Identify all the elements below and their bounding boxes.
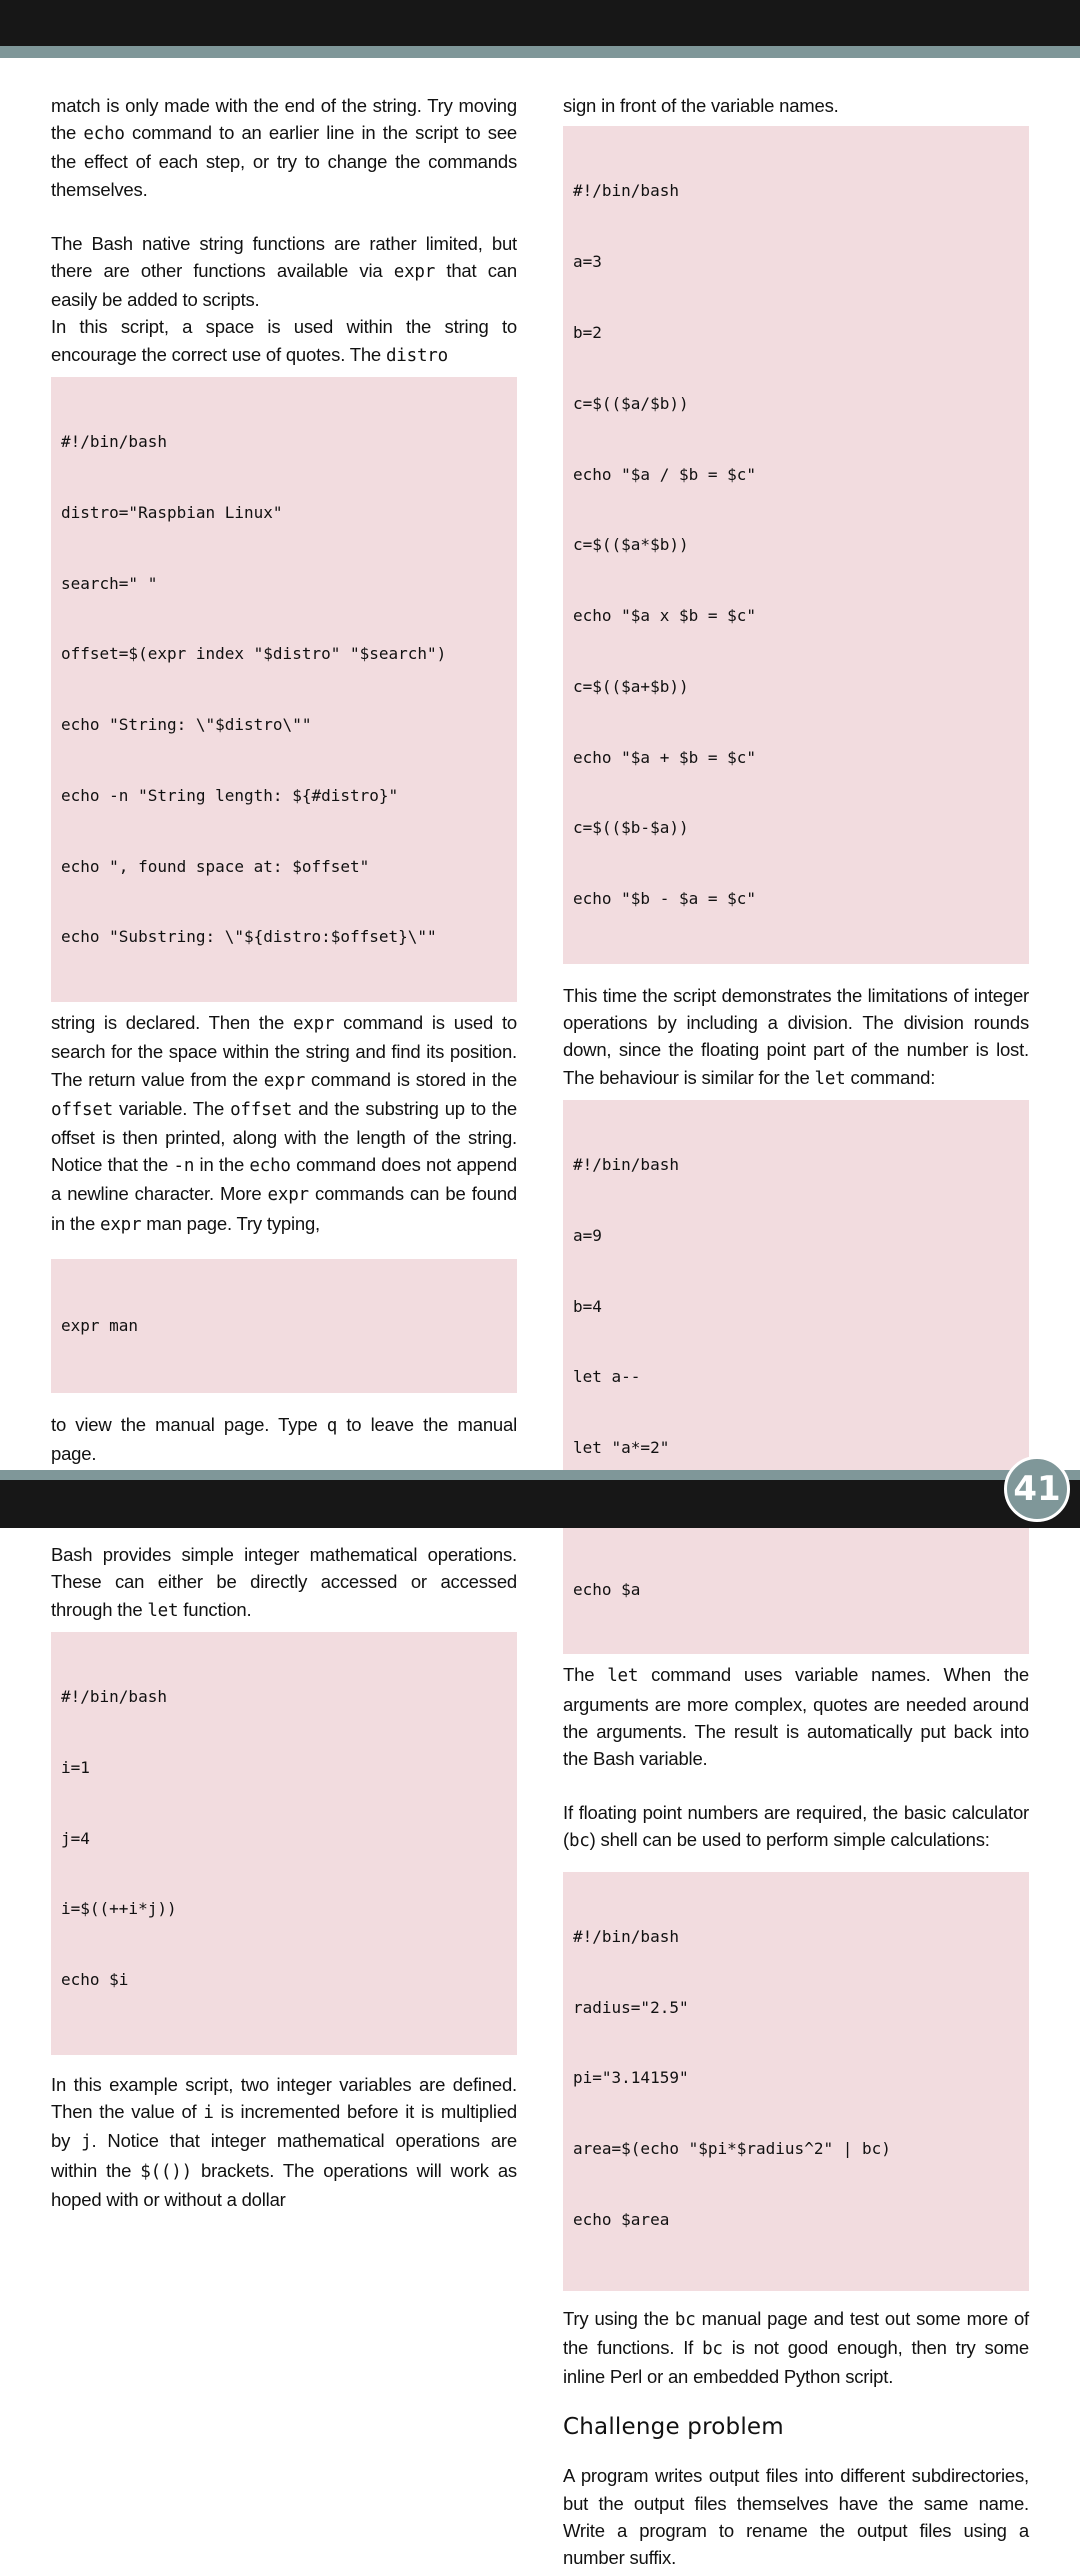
paragraph: If floating point numbers are required, the basic calculator (bc) shell can be used to perform simple calculations: [563, 1802, 1029, 1852]
page-number-badge: 41 [1004, 1456, 1070, 1522]
paragraph: to view the manual page. Type q to leave the manual page. [51, 1413, 517, 1465]
code-block [51, 377, 517, 1002]
code-line: a=9 [573, 1225, 602, 1245]
code-line: echo $area [573, 2209, 670, 2229]
code-block [51, 1259, 517, 1393]
code-block [563, 126, 1029, 964]
right-column [563, 92, 1029, 2571]
code-line: echo -n "String length: ${#distro}" [61, 785, 399, 805]
paragraph: The let command uses variable names. When the arguments are more complex, quotes are needed around the arguments. The result is automatically put back into the Bash variable. [563, 1664, 1030, 1770]
code-line: echo "$a + $b = $c" [573, 747, 757, 767]
paragraph: In this example script, two integer variables are defined. Then the value of i is incremented before it is multiplied by j. Notice that integer mathematical operations are within the $(()) brackets. The operations will work as hoped with or without a dollar [51, 2073, 518, 2210]
code-line: j=4 [61, 1828, 90, 1848]
code-line: echo "String: \"$distro\"" [61, 715, 312, 735]
code-line: echo "$b - $a = $c" [573, 889, 757, 909]
code-block [563, 1872, 1029, 2291]
code-line: pi="3.14159" [573, 2068, 689, 2088]
code-line: c=$(($a+$b)) [573, 676, 689, 696]
header-stripe [0, 46, 1080, 58]
code-line: echo "Substring: \"${distro:$offset}\"" [61, 927, 437, 947]
code-line: echo "$a / $b = $c" [573, 464, 757, 484]
left-column [51, 92, 517, 2213]
paragraph: string is declared. Then the expr command is used to search for the space within the string and find its position. The return value from the expr command is stored in the offset variable. The offset and the substring up to the offset is then printed, along with the length of the string. Notice that the -n in the echo command does not append a newline character. More expr commands can be found in the expr man page. Try typing, [51, 1012, 518, 1235]
code-line: #!/bin/bash [61, 432, 167, 452]
code-line: let "a*=2" [573, 1438, 670, 1458]
code-line: c=$(($b-$a)) [573, 818, 689, 838]
code-line: echo $i [61, 1970, 129, 1990]
code-line: expr man [61, 1316, 139, 1336]
code-line: a=3 [573, 252, 602, 272]
code-line: i=1 [61, 1757, 90, 1777]
paragraph: This time the script demonstrates the limitations of integer operations by including a division. The division rounds down, since the floating point part of the number is lost. The behaviour is similar for the let command: [563, 984, 1029, 1089]
paragraph: match is only made with the end of the string. Try moving the echo command to an earlier line in the script to see the effect of each step, or try to change the commands themselves. [51, 95, 517, 200]
code-block [563, 1100, 1029, 1655]
paragraph: sign in front of the variable names. [563, 95, 839, 116]
footer-stripe [0, 1470, 1080, 1480]
code-line: #!/bin/bash [61, 1687, 167, 1707]
footer-bar [0, 1480, 1080, 1528]
code-line: #!/bin/bash [573, 1926, 679, 1946]
code-line: echo ", found space at: $offset" [61, 856, 370, 876]
header-bar [0, 0, 1080, 46]
paragraph: In this script, a space is used within the string to encourage the correct use of quotes. The distro [51, 316, 517, 366]
code-line: offset=$(expr index "$distro" "$search") [61, 644, 447, 664]
code-line: b=4 [573, 1296, 602, 1316]
code-line: let a-- [573, 1367, 641, 1387]
paragraph: A program writes output files into different subdirectories, but the output files themselves have the same name. Write a program to rename the output files using a number suffix. [563, 2465, 1029, 2568]
code-line: #!/bin/bash [573, 181, 679, 201]
code-line: distro="Raspbian Linux" [61, 502, 283, 522]
code-line: #!/bin/bash [573, 1154, 679, 1174]
code-line: c=$(($a*$b)) [573, 535, 689, 555]
code-block [51, 1632, 517, 2055]
paragraph: Bash provides simple integer mathematical operations. These can either be directly accessed or accessed through the let function. [51, 1544, 517, 1621]
code-line: i=$((++i*j)) [61, 1899, 177, 1919]
paragraph: Try using the bc manual page and test out some more of the functions. If bc is not good enough, then try some inline Perl or an embedded Python script. [563, 2307, 1029, 2388]
code-line: area=$(echo "$pi*$radius^2" | bc) [573, 2139, 891, 2159]
code-line: b=2 [573, 322, 602, 342]
code-line: echo $a [573, 1579, 641, 1599]
code-line: radius="2.5" [573, 1997, 689, 2017]
paragraph: The Bash native string functions are rather limited, but there are other functions available via expr that can easily be added to scripts. [51, 232, 517, 311]
code-line: search=" " [61, 573, 158, 593]
section-heading: Challenge problem [563, 2414, 784, 2441]
code-line: echo "$a x $b = $c" [573, 606, 757, 626]
code-line: c=$(($a/$b)) [573, 393, 689, 413]
